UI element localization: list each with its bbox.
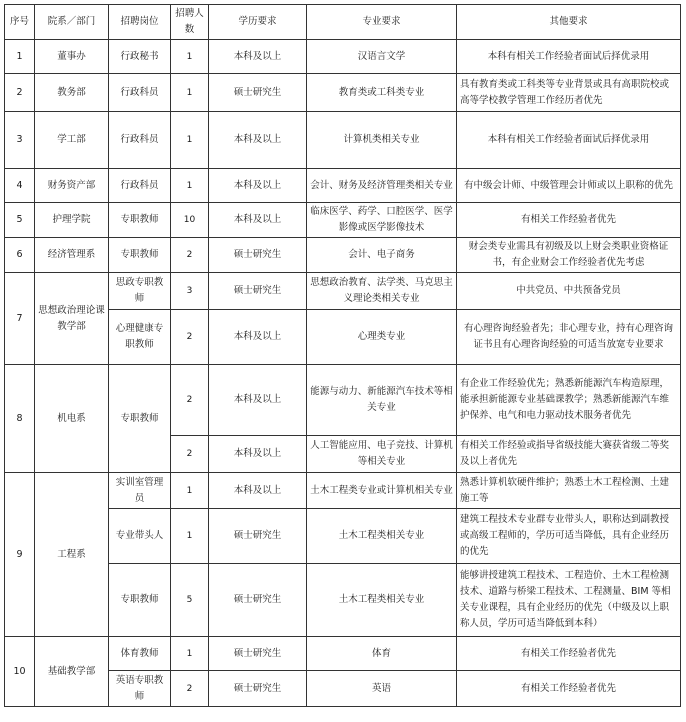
cell-post: 专业带头人 [109, 509, 171, 564]
cell-count: 1 [171, 637, 209, 671]
header-major: 专业要求 [307, 5, 457, 40]
cell-no: 3 [5, 112, 35, 169]
cell-other: 有企业工作经验优先；熟悉新能源汽车构造原理，能承担新能源专业基础课教学；熟悉新能源汽车维护保养、电气和电力驱动技术服务者优先 [457, 365, 681, 436]
header-post: 招聘岗位 [109, 5, 171, 40]
cell-major: 土木工程类相关专业 [307, 509, 457, 564]
cell-count: 2 [171, 365, 209, 436]
cell-count: 1 [171, 473, 209, 509]
cell-other: 能够讲授建筑工程技术、工程造价、土木工程检测技术、道路与桥梁工程技术、工程测量、BIM 等相关专业课程，具有企业经历的优先（中级及以上职称人员，学历可适当降低到本科） [457, 564, 681, 637]
cell-post: 心理健康专职教师 [109, 310, 171, 365]
cell-dept: 工程系 [35, 473, 109, 637]
cell-major: 会计、电子商务 [307, 238, 457, 273]
cell-major: 土木工程类相关专业 [307, 564, 457, 637]
header-dept: 院系／部门 [35, 5, 109, 40]
table-row [5, 473, 681, 509]
cell-count: 1 [171, 112, 209, 169]
cell-post: 行政秘书 [109, 40, 171, 74]
cell-edu: 硕士研究生 [209, 671, 307, 707]
cell-major: 土木工程类专业或计算机相关专业 [307, 473, 457, 509]
cell-count: 2 [171, 310, 209, 365]
header-other: 其他要求 [457, 5, 681, 40]
cell-major: 汉语言文学 [307, 40, 457, 74]
header-row [5, 5, 681, 40]
cell-count: 10 [171, 203, 209, 238]
cell-edu: 本科及以上 [209, 473, 307, 509]
cell-other: 熟悉计算机软硬件维护；熟悉土木工程检测、土建施工等 [457, 473, 681, 509]
cell-other: 有相关工作经验者优先 [457, 203, 681, 238]
header-edu: 学历要求 [209, 5, 307, 40]
table-row [5, 169, 681, 203]
table-row [5, 637, 681, 671]
cell-no: 6 [5, 238, 35, 273]
cell-post: 专职教师 [109, 365, 171, 473]
cell-major: 教育类或工科类专业 [307, 74, 457, 112]
cell-count: 3 [171, 273, 209, 310]
cell-edu: 本科及以上 [209, 365, 307, 436]
cell-count: 5 [171, 564, 209, 637]
cell-dept: 经济管理系 [35, 238, 109, 273]
cell-other: 本科有相关工作经验者面试后择优录用 [457, 112, 681, 169]
table-row [5, 203, 681, 238]
cell-edu: 本科及以上 [209, 203, 307, 238]
cell-edu: 硕士研究生 [209, 637, 307, 671]
cell-edu: 硕士研究生 [209, 238, 307, 273]
cell-no: 2 [5, 74, 35, 112]
cell-edu: 硕士研究生 [209, 564, 307, 637]
cell-no: 5 [5, 203, 35, 238]
cell-dept: 学工部 [35, 112, 109, 169]
stray-border-mark [680, 371, 681, 383]
cell-dept: 护理学院 [35, 203, 109, 238]
cell-post: 英语专职教师 [109, 671, 171, 707]
cell-edu: 本科及以上 [209, 169, 307, 203]
cell-count: 1 [171, 40, 209, 74]
recruitment-table [4, 4, 681, 707]
cell-other: 建筑工程技术专业群专业带头人，职称达到副教授或高级工程师的，学历可适当降低，具有企业经历的优先 [457, 509, 681, 564]
cell-no: 8 [5, 365, 35, 473]
cell-dept: 思想政治理论课教学部 [35, 273, 109, 365]
cell-no: 1 [5, 40, 35, 74]
cell-count: 2 [171, 436, 209, 473]
cell-major: 思想政治教育、法学类、马克思主义理论类相关专业 [307, 273, 457, 310]
cell-other: 本科有相关工作经验者面试后择优录用 [457, 40, 681, 74]
cell-edu: 本科及以上 [209, 436, 307, 473]
cell-other: 有心理咨询经验者先；非心理专业，持有心理咨询证书且有心理咨询经验的可适当放宽专业要求 [457, 310, 681, 365]
cell-other: 具有教育类或工科类等专业背景或具有高职院校或高等学校教学管理工作经历者优先 [457, 74, 681, 112]
cell-dept: 教务部 [35, 74, 109, 112]
cell-other: 有相关工作经验者优先 [457, 671, 681, 707]
cell-dept: 机电系 [35, 365, 109, 473]
cell-major: 会计、财务及经济管理类相关专业 [307, 169, 457, 203]
cell-no: 9 [5, 473, 35, 637]
cell-post: 专职教师 [109, 238, 171, 273]
cell-dept: 基础教学部 [35, 637, 109, 707]
cell-other: 财会类专业需具有初级及以上财会类职业资格证书，有企业财会工作经验者优先考虑 [457, 238, 681, 273]
cell-edu: 硕士研究生 [209, 509, 307, 564]
table-row [5, 40, 681, 74]
cell-no: 7 [5, 273, 35, 365]
cell-post: 实训室管理员 [109, 473, 171, 509]
cell-edu: 本科及以上 [209, 112, 307, 169]
cell-post: 专职教师 [109, 564, 171, 637]
cell-no: 4 [5, 169, 35, 203]
cell-edu: 本科及以上 [209, 40, 307, 74]
cell-other: 中共党员、中共预备党员 [457, 273, 681, 310]
cell-major: 临床医学、药学、口腔医学、医学影像或医学影像技术 [307, 203, 457, 238]
cell-post: 行政科员 [109, 112, 171, 169]
cell-edu: 本科及以上 [209, 310, 307, 365]
header-count: 招聘人数 [171, 5, 209, 40]
cell-post: 专职教师 [109, 203, 171, 238]
cell-major: 计算机类相关专业 [307, 112, 457, 169]
cell-dept: 董事办 [35, 40, 109, 74]
cell-dept: 财务资产部 [35, 169, 109, 203]
cell-count: 2 [171, 671, 209, 707]
cell-count: 1 [171, 509, 209, 564]
cell-edu: 硕士研究生 [209, 273, 307, 310]
header-no: 序号 [5, 5, 35, 40]
cell-post: 行政科员 [109, 74, 171, 112]
cell-major: 人工智能应用、电子竞技、计算机等相关专业 [307, 436, 457, 473]
cell-count: 2 [171, 238, 209, 273]
cell-edu: 硕士研究生 [209, 74, 307, 112]
cell-major: 心理类专业 [307, 310, 457, 365]
table-row [5, 273, 681, 310]
cell-count: 1 [171, 169, 209, 203]
cell-no: 10 [5, 637, 35, 707]
cell-major: 体育 [307, 637, 457, 671]
cell-post: 思政专职教师 [109, 273, 171, 310]
cell-other: 有相关工作经验者优先 [457, 637, 681, 671]
cell-post: 行政科员 [109, 169, 171, 203]
table-row [5, 112, 681, 169]
cell-other: 有相关工作经验或指导省级技能大赛获省级二等奖及以上者优先 [457, 436, 681, 473]
cell-count: 1 [171, 74, 209, 112]
cell-other: 有中级会计师、中级管理会计师或以上职称的优先 [457, 169, 681, 203]
table-row [5, 365, 681, 436]
table-row [5, 238, 681, 273]
cell-post: 体育教师 [109, 637, 171, 671]
table-row [5, 74, 681, 112]
cell-major: 能源与动力、新能源汽车技术等相关专业 [307, 365, 457, 436]
cell-major: 英语 [307, 671, 457, 707]
